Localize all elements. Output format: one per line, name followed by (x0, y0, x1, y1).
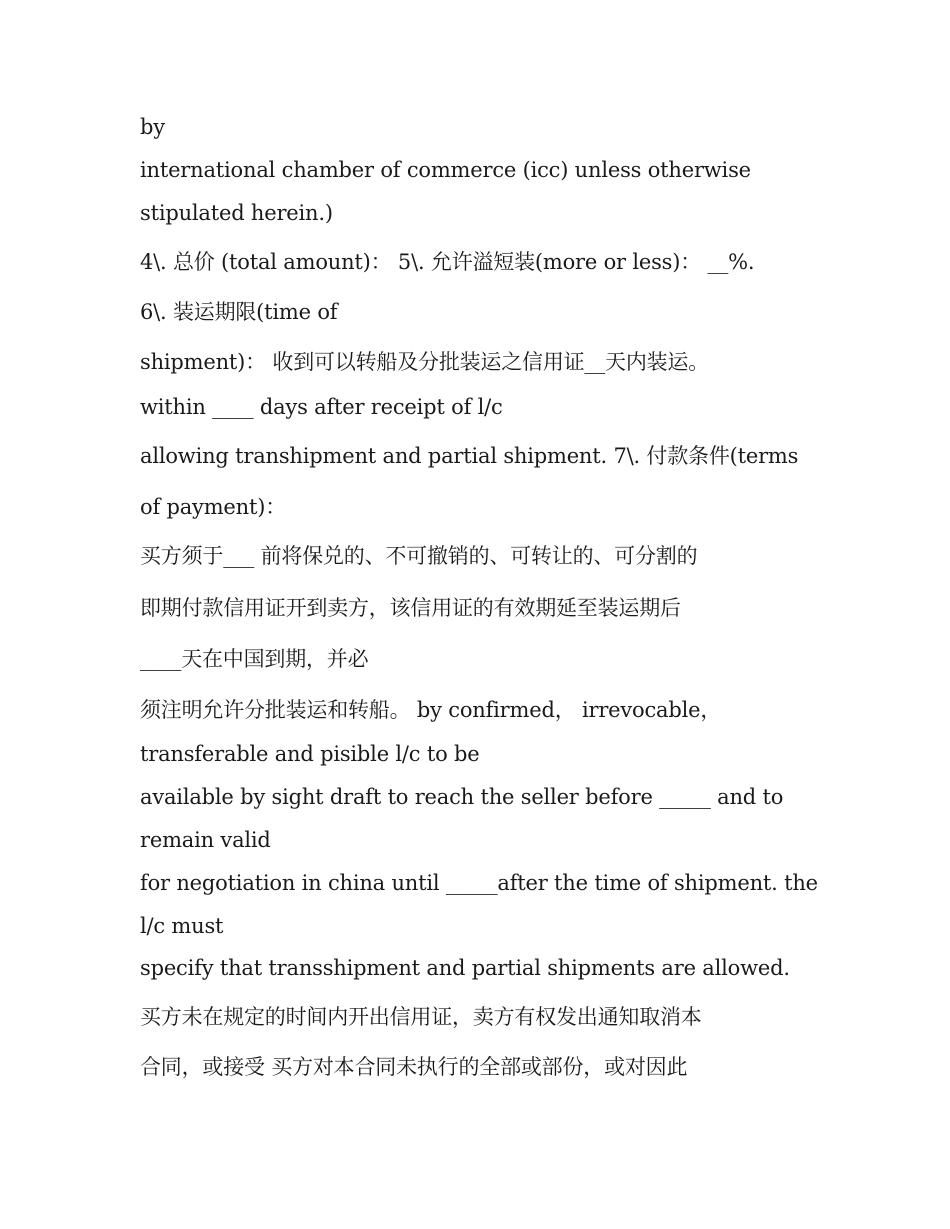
text-line: by (140, 115, 165, 139)
text-line: 须注明允许分批装运和转船。 by confirmed， irrevocable， (140, 698, 722, 722)
text-line: international chamber of commerce (icc) unless otherwise (140, 158, 751, 182)
text-line: 6\. 装运期限(time of (140, 300, 338, 324)
text-line: of payment)： (140, 495, 287, 519)
text-line: shipment)： 收到可以转船及分批装运之信用证__天内装运。 (140, 350, 710, 374)
text-line: 买方未在规定的时间内开出信用证，卖方有权发出通知取消本 (140, 1005, 702, 1029)
text-line: stipulated herein.) (140, 201, 333, 225)
text-line: within ____ days after receipt of l/c (140, 395, 503, 419)
text-line: l/c must (140, 914, 224, 938)
text-line: allowing transhipment and partial shipment. 7\. 付款条件(terms (140, 444, 799, 468)
text-line: ____天在中国到期，并必 (140, 647, 369, 671)
text-line: transferable and pisible l/c to be (140, 742, 480, 766)
text-line: 4\. 总价 (total amount)： 5\. 允许溢短装(more or less)： __%. (140, 250, 755, 274)
text-line: available by sight draft to reach the seller before _____ and to (140, 785, 784, 809)
text-line: specify that transshipment and partial shipments are allowed. (140, 956, 790, 980)
text-line: 即期付款信用证开到卖方，该信用证的有效期延至装运期后 (140, 596, 681, 620)
text-line: 买方须于___ 前将保兑的、不可撤销的、可转让的、可分割的 (140, 544, 698, 568)
text-line: for negotiation in china until _____after the time of shipment. the (140, 871, 818, 895)
text-line: 合同，或接受 买方对本合同未执行的全部或部份，或对因此 (140, 1055, 688, 1079)
text-line: remain valid (140, 828, 271, 852)
